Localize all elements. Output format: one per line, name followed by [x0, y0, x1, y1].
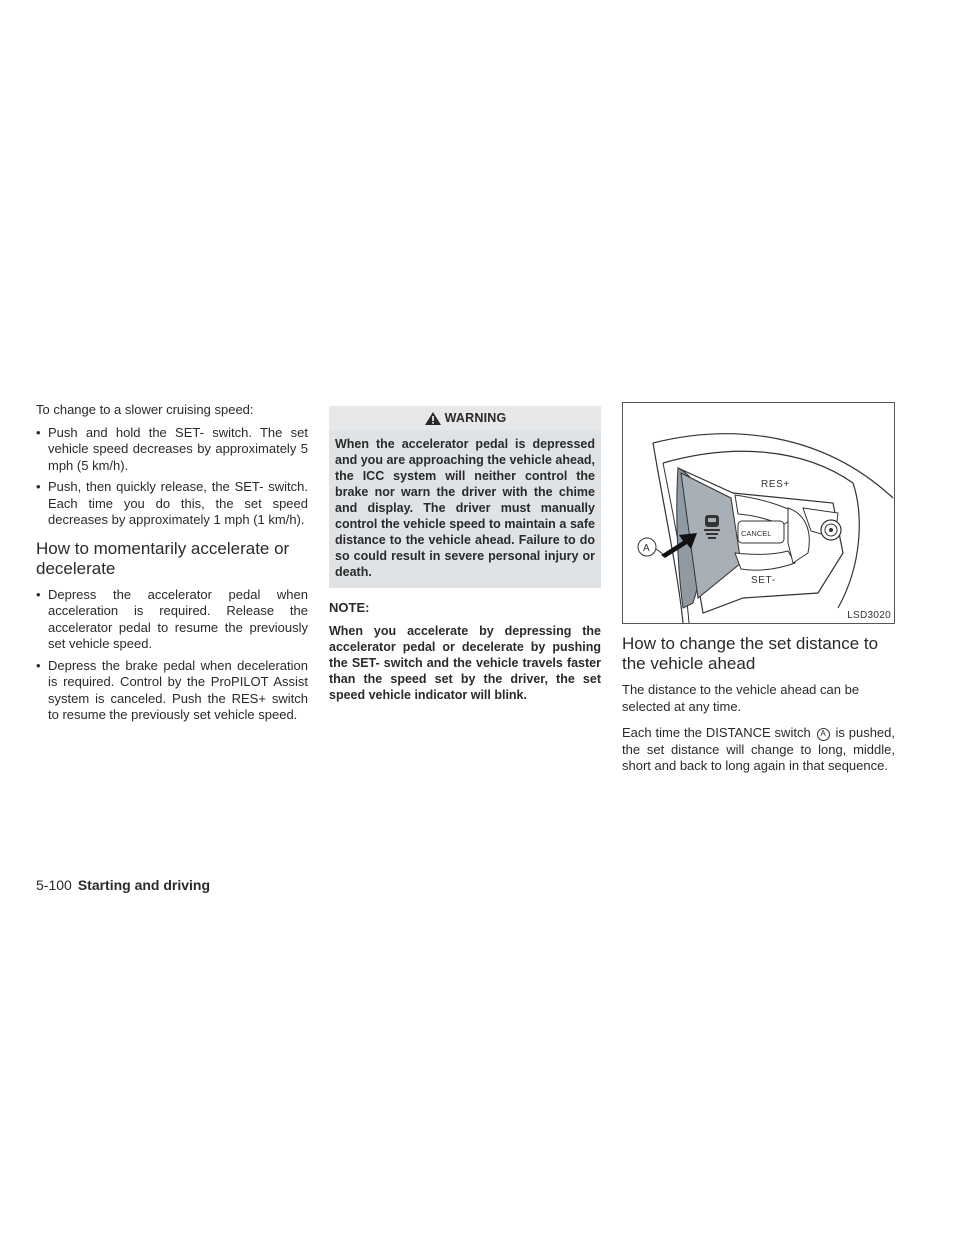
res-plus-label: RES+ [761, 479, 790, 490]
distance-para-2-start: Each time the DISTANCE switch [622, 725, 811, 740]
accelerate-list [36, 587, 308, 724]
steering-switch-figure [622, 402, 895, 624]
set-minus-label: SET- [751, 575, 776, 586]
slower-speed-list [36, 425, 308, 529]
intro-text: To change to a slower cruising speed: [36, 402, 254, 417]
warning-box [329, 406, 601, 588]
column-3 [622, 402, 895, 781]
list-item: • Push, then quickly release, the SET- switch. Each time you do this, the set speed decreases by approximately 1 mph (1 km/h). [36, 479, 308, 529]
list-item: • Depress the accelerator pedal when acceleration is required. Release the accelerator pedal to resume the previously set vehicle speed. [36, 587, 308, 653]
section-heading-accelerate: How to momentarily accelerate or decelerate [36, 538, 290, 578]
list-item: • Depress the brake pedal when deceleration is required. Control by the ProPILOT Assist system is canceled. Push the RES+ switch to resume the previously set vehicle speed. [36, 658, 308, 724]
warning-title: WARNING [444, 411, 507, 425]
column-2 [329, 402, 601, 703]
figure-code: LSD3020 [847, 610, 891, 621]
distance-para-2 [622, 725, 895, 775]
list-item: • Push and hold the SET- switch. The set vehicle speed decreases by approximately 5 mph (5 km/h). [36, 425, 308, 475]
section-title: Starting and driving [77, 877, 211, 893]
warning-header [329, 406, 601, 430]
warning-text: When the accelerator pedal is depressed and you are approaching the vehicle ahead, the ICC system will neither control the brake nor warn the driver with the chime and display. The driver must manually control the vehicle speed to maintain a safe distance to the vehicle ahead. Failure to do so could result in severe personal injury or death. [335, 437, 595, 579]
steering-wheel-illustration [623, 403, 894, 623]
column-1 [36, 402, 308, 734]
callout-label: A [643, 543, 650, 554]
section-heading-distance: How to change the set distance to the vehicle ahead [622, 634, 879, 673]
callout-a-marker: A [817, 728, 830, 741]
warning-icon [424, 411, 442, 426]
page-number: 5-100 [36, 877, 72, 893]
cancel-label: CANCEL [741, 529, 772, 538]
distance-para-2-end: is pushed, the set distance will change to long, middle, short and back to long again in that sequence. [622, 725, 896, 773]
note-text: When you accelerate by depressing the accelerator pedal or decelerate by pushing the SET- switch and the vehicle travels faster than the speed set by the driver, the set speed vehicle indicator will blink. [329, 624, 601, 702]
page-footer [36, 877, 210, 893]
note-label: NOTE: [329, 600, 370, 615]
distance-para-1: The distance to the vehicle ahead can be selected at any time. [622, 682, 860, 714]
